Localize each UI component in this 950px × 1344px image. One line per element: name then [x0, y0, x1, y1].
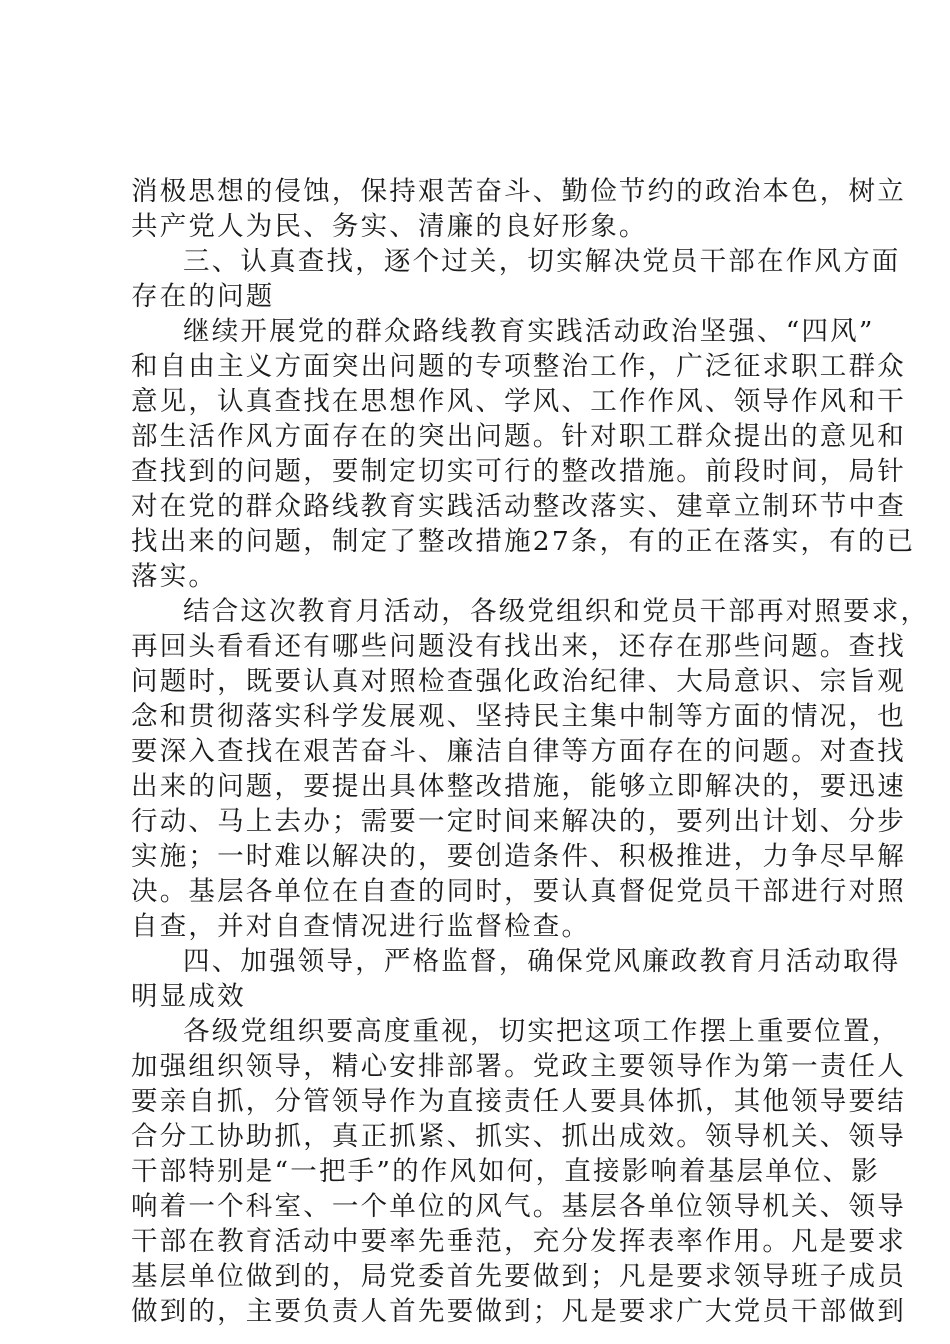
- text-line: 继续开展党的群众路线教育实践活动政治坚强、“四风”: [183, 316, 875, 347]
- text-line: 要亲自抓，分管领导作为直接责任人要具体抓，其他领导要结: [131, 1086, 906, 1117]
- text-line: 落实。: [131, 561, 218, 592]
- text-line: 消极思想的侵蚀，保持艰苦奋斗、勤俭节约的政治本色，树立: [131, 176, 906, 207]
- text-line: 念和贯彻落实科学发展观、坚持民主集中制等方面的情况，也: [131, 701, 906, 732]
- text-line: 干部在教育活动中要率先垂范，充分发挥表率作用。凡是要求: [131, 1226, 906, 1257]
- text-line: 行动、马上去办；需要一定时间来解决的，要列出计划、分步: [131, 806, 906, 837]
- text-line: 共产党人为民、务实、清廉的良好形象。: [131, 211, 648, 242]
- text-line: 合分工协助抓，真正抓紧、抓实、抓出成效。领导机关、领导: [131, 1121, 906, 1152]
- text-line: 干部特别是“一把手”的作风如何，直接影响着基层单位、影: [131, 1156, 880, 1187]
- text-line: 自查，并对自查情况进行监督检查。: [131, 911, 591, 942]
- text-line: 意见，认真查找在思想作风、学风、工作作风、领导作风和干: [131, 386, 906, 417]
- text-line: 部生活作风方面存在的突出问题。针对职工群众提出的意见和: [131, 421, 906, 452]
- text-line: 基层单位做到的，局党委首先要做到；凡是要求领导班子成员: [131, 1261, 906, 1292]
- text-line: 加强组织领导，精心安排部署。党政主要领导作为第一责任人: [131, 1051, 906, 1082]
- text-line: 实施；一时难以解决的，要创造条件、积极推进，力争尽早解: [131, 841, 906, 872]
- section-heading: 三、认真查找，逐个过关，切实解决党员干部在作风方面: [183, 246, 901, 277]
- text-line: 响着一个科室、一个单位的风气。基层各单位领导机关、领导: [131, 1191, 906, 1222]
- text-line: 结合这次教育月活动，各级党组织和党员干部再对照要求，: [183, 596, 930, 627]
- section-heading: 四、加强领导，严格监督，确保党风廉政教育月活动取得: [183, 946, 901, 977]
- text-line: 做到的，主要负责人首先要做到；凡是要求广大党员干部做到: [131, 1296, 906, 1327]
- text-line: 查找到的问题，要制定切实可行的整改措施。前段时间，局针: [131, 456, 906, 487]
- text-line: 要深入查找在艰苦奋斗、廉洁自律等方面存在的问题。对查找: [131, 736, 906, 767]
- text-line: 出来的问题，要提出具体整改措施，能够立即解决的，要迅速: [131, 771, 906, 802]
- text-line: 问题时，既要认真对照检查强化政治纪律、大局意识、宗旨观: [131, 666, 906, 697]
- text-line: 找出来的问题，制定了整改措施27条，有的正在落实，有的已: [131, 526, 916, 557]
- section-heading-cont: 明显成效: [131, 981, 246, 1012]
- section-heading-cont: 存在的问题: [131, 281, 275, 312]
- text-line: 和自由主义方面突出问题的专项整治工作，广泛征求职工群众: [131, 351, 906, 382]
- text-line: 决。基层各单位在自查的同时，要认真督促党员干部进行对照: [131, 876, 906, 907]
- text-line: 各级党组织要高度重视，切实把这项工作摆上重要位置，: [183, 1016, 901, 1047]
- text-line: 再回头看看还有哪些问题没有找出来，还存在那些问题。查找: [131, 631, 906, 662]
- text-line: 对在党的群众路线教育实践活动整改落实、建章立制环节中查: [131, 491, 906, 522]
